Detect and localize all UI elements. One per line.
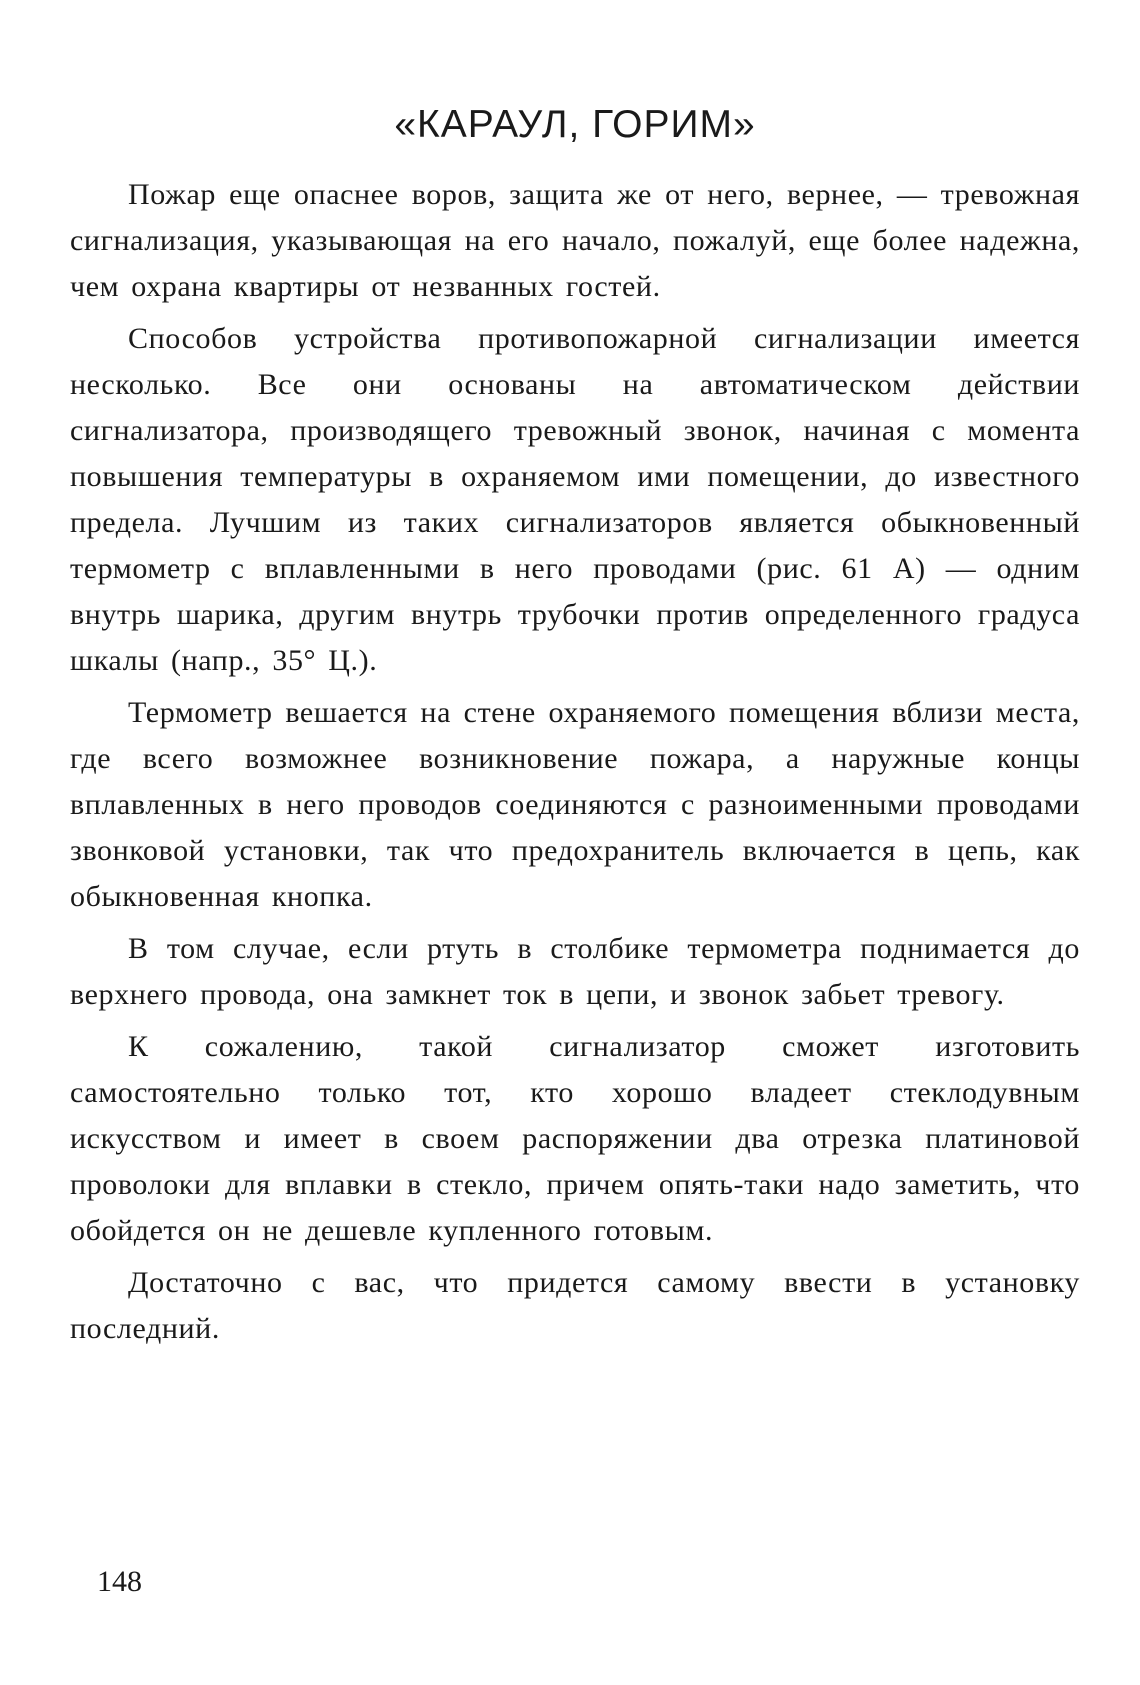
- page-number: 148: [97, 1565, 142, 1598]
- paragraph-5: К сожалению, такой сигнализатор сможет изготовить самостоятельно только тот, кто хорошо владеет стеклодувным искусством и имеет в своем распоряжении два отрезка платиновой проволоки для вплавки в стекло, причем опять-таки надо заметить, что обойдется он не дешевле купленного готовым.: [70, 1030, 1080, 1247]
- paragraph-3: Термометр вешается на стене охраняемого помещения вблизи места, где всего возможнее возникновение пожара, а наружные концы вплавленных в него проводов соединяются с разноименными проводами звонковой установки, так что предохранитель включается в цепь, как обыкновенная кнопка.: [70, 696, 1080, 913]
- paragraph-6: Достаточно с вас, что придется самому ввести в установку последний.: [70, 1266, 1080, 1345]
- paragraph-2: Способов устройства противопожарной сигнализации имеется несколько. Все они основаны на автоматическом действии сигнализатора, производящего тревожный звонок, начиная с момента повышения температуры в охраняемом ими помещении, до известного предела. Лучшим из таких сигнализаторов является обыкновенный термометр с вплавленными в него проводами (рис. 61 А) — одним внутрь шарика, другим внутрь трубочки против определенного градуса шкалы (напр., 35° Ц.).: [70, 322, 1080, 677]
- chapter-title: «КАРАУЛ, ГОРИМ»: [394, 103, 756, 146]
- page-body: [70, 100, 1080, 1358]
- paragraph-1: Пожар еще опаснее воров, защита же от него, вернее, — тревожная сигнализация, указывающая на его начало, пожалуй, еще более надежна, чем охрана квартиры от незванных гостей.: [70, 178, 1080, 303]
- paragraph-4: В том случае, если ртуть в столбике термометра поднимается до верхнего провода, она замкнет ток в цепи, и звонок забьет тревогу.: [70, 932, 1080, 1011]
